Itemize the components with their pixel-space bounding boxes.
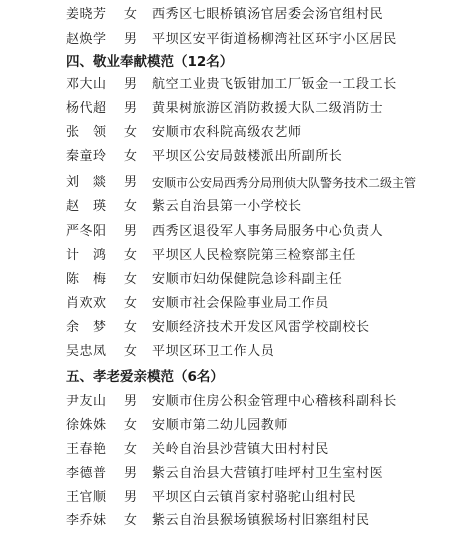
person-description: 平坝区人民检察院第三检察部主任: [152, 248, 357, 263]
person-description: 安顺市妇幼保健院急诊科副主任: [152, 272, 343, 287]
person-name: 肖欢欢: [66, 296, 107, 311]
list-item: [0, 145, 457, 169]
person-name: 李乔妹: [66, 513, 107, 528]
person-description: 平坝区白云镇肖家村骆驼山组村民: [152, 490, 357, 505]
person-gender: 男: [124, 32, 138, 47]
person-description: 安顺市住房公积金管理中心稽核科副科长: [152, 394, 397, 409]
list-item: [0, 414, 457, 438]
person-name: 尹友山: [66, 394, 107, 409]
person-gender: 女: [124, 344, 138, 359]
person-description: 西秀区退役军人事务局服务中心负责人: [152, 224, 384, 239]
person-gender: 男: [124, 101, 138, 116]
list-item: [0, 462, 457, 486]
person-name: 赵焕学: [66, 32, 107, 47]
person-gender: 男: [124, 490, 138, 505]
person-description: 平坝区环卫工作人员: [152, 344, 275, 359]
person-gender: 女: [124, 199, 138, 214]
person-gender: 男: [124, 175, 138, 190]
list-item: [0, 28, 457, 52]
person-description: 安顺市农科院高级农艺师: [152, 125, 302, 140]
person-name: 张 领: [66, 125, 107, 140]
list-item: [0, 486, 457, 510]
person-name: 徐姝姝: [66, 418, 107, 433]
person-gender: 男: [124, 77, 138, 92]
list-item: [0, 268, 457, 292]
person-gender: 女: [124, 272, 138, 287]
person-name: 刘 燚: [66, 175, 107, 190]
person-name: 邓大山: [66, 77, 107, 92]
list-item: [0, 195, 457, 219]
person-description: 安顺市社会保险事业局工作员: [152, 296, 329, 311]
person-description: 航空工业贵飞钣钳加工厂钣金一工段工长: [152, 77, 397, 92]
person-name: 秦童玲: [66, 149, 107, 164]
list-item: [0, 316, 457, 340]
person-name: 陈 梅: [66, 272, 107, 287]
person-gender: 男: [124, 224, 138, 239]
person-gender: 女: [124, 296, 138, 311]
person-description: 安顺市公安局西秀分局刑侦大队警务技术二级主管: [152, 176, 417, 190]
person-name: 姜晓芳: [66, 7, 107, 22]
section-heading: 四、敬业奉献模范（12名）: [66, 54, 234, 70]
person-name: 杨代超: [66, 101, 107, 116]
person-gender: 女: [124, 418, 138, 433]
person-name: 李德普: [66, 466, 107, 481]
person-description: 黄果树旅游区消防救援大队二级消防士: [152, 101, 384, 116]
list-item: [0, 171, 457, 195]
person-description: 平坝区安平街道杨柳湾社区环宇小区居民: [152, 32, 397, 47]
person-name: 王官顺: [66, 490, 107, 505]
list-item: [0, 438, 457, 462]
person-gender: 女: [124, 513, 138, 528]
person-name: 余 梦: [66, 320, 107, 335]
list-item: [0, 390, 457, 414]
list-item: [0, 509, 457, 533]
person-description: 紫云自治县第一小学校长: [152, 199, 302, 214]
list-item: [0, 3, 457, 27]
list-item: [0, 121, 457, 145]
list-item: [0, 244, 457, 268]
person-gender: 女: [124, 125, 138, 140]
person-gender: 女: [124, 7, 138, 22]
person-description: 安顺市第二幼儿园教师: [152, 418, 289, 433]
person-description: 安顺经济技术开发区风雷学校副校长: [152, 320, 370, 335]
person-name: 严冬阳: [66, 224, 107, 239]
person-gender: 男: [124, 394, 138, 409]
person-gender: 女: [124, 320, 138, 335]
person-name: 计 鸿: [66, 248, 107, 263]
person-description: 紫云自治县猴场镇猴场村旧寨组村民: [152, 513, 370, 528]
section-heading: 五、孝老爱亲模范（6名）: [66, 369, 224, 385]
person-gender: 女: [124, 248, 138, 263]
person-name: 王春艳: [66, 442, 107, 457]
person-gender: 男: [124, 466, 138, 481]
list-item: [0, 73, 457, 97]
person-description: 紫云自治县大营镇打哇坪村卫生室村医: [152, 466, 384, 481]
person-name: 赵 瑛: [66, 199, 107, 214]
person-name: 吴忠凤: [66, 344, 107, 359]
list-item: [0, 220, 457, 244]
list-item: [0, 340, 457, 364]
person-gender: 女: [124, 442, 138, 457]
person-description: 西秀区七眼桥镇汤官居委会汤官组村民: [152, 7, 384, 22]
person-description: 平坝区公安局鼓楼派出所副所长: [152, 149, 343, 164]
person-gender: 女: [124, 149, 138, 164]
person-description: 关岭自治县沙营镇大田村村民: [152, 442, 329, 457]
list-item: [0, 97, 457, 121]
list-item: [0, 292, 457, 316]
